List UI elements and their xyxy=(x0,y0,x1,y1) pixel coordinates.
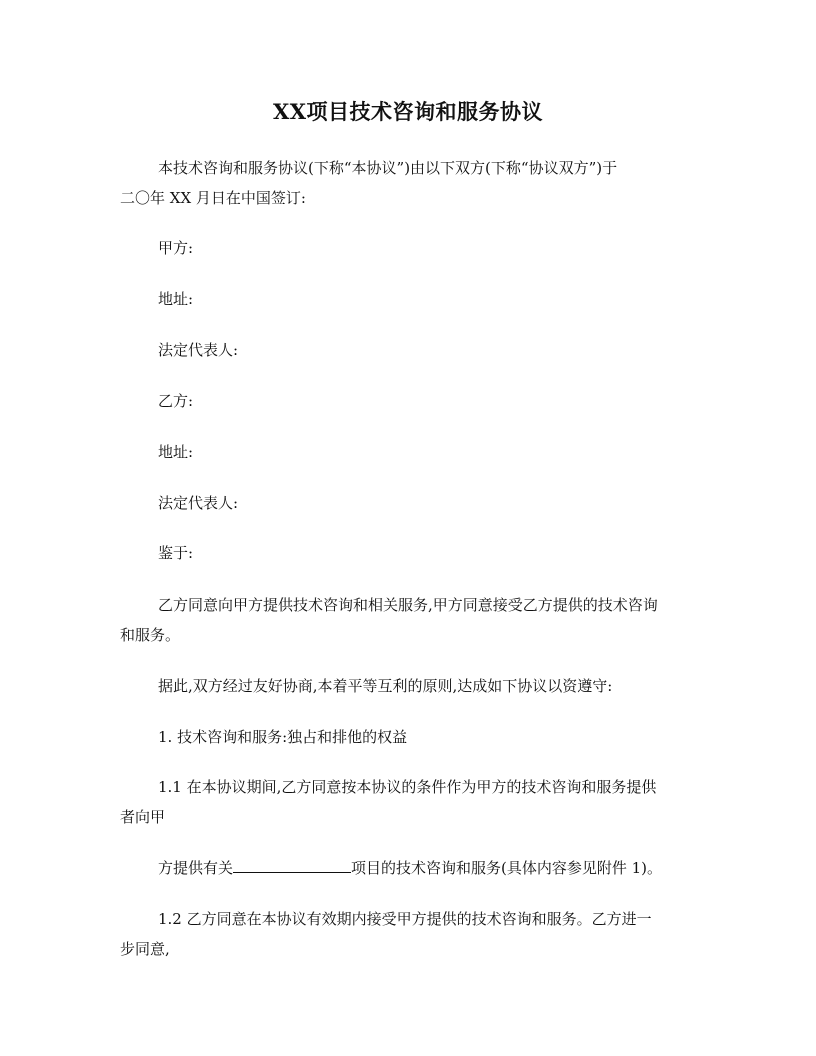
clause-1-2-line-1: 1.2 乙方同意在本协议有效期内接受甲方提供的技术咨询和服务。乙方进一 xyxy=(158,910,652,928)
section-1-heading: 1. 技术咨询和服务:独占和排他的权益 xyxy=(158,728,408,746)
clause-1-1-text-after-blank: 项目的技术咨询和服务(具体内容参见附件 1)。 xyxy=(351,859,663,877)
whereas-label: 鉴于: xyxy=(158,544,194,562)
recital-line-1: 乙方同意向甲方提供技术咨询和相关服务,甲方同意接受乙方提供的技术咨询 xyxy=(158,596,658,614)
intro-line-1: 本技术咨询和服务协议(下称“本协议”)由以下双方(下称“协议双方”)于 xyxy=(158,159,618,177)
clause-1-1-line-1: 1.1 在本协议期间,乙方同意按本协议的条件作为甲方的技术咨询和服务提供 xyxy=(158,778,657,796)
agreement-statement: 据此,双方经过友好协商,本着平等互利的原则,达成如下协议以资遵守: xyxy=(158,677,613,695)
clause-1-2-line-2: 步同意, xyxy=(120,940,170,958)
party-b-representative-label: 法定代表人: xyxy=(158,494,239,512)
clause-1-1-continuation xyxy=(120,853,700,883)
clause-1-1-line-2: 者向甲 xyxy=(120,808,166,826)
clause-1-1-text-before-blank: 方提供有关 xyxy=(158,859,234,877)
party-b-label: 乙方: xyxy=(158,392,194,410)
intro-line-2: 二〇年 XX 月日在中国签订: xyxy=(120,189,306,207)
document-title: XX项目技术咨询和服务协议 xyxy=(272,99,544,124)
party-a-address-label: 地址: xyxy=(158,290,194,308)
party-b-address-label: 地址: xyxy=(158,443,194,461)
project-name-blank xyxy=(233,856,351,873)
party-a-label: 甲方: xyxy=(158,239,194,257)
recital-line-2: 和服务。 xyxy=(120,626,181,644)
party-a-representative-label: 法定代表人: xyxy=(158,341,239,359)
